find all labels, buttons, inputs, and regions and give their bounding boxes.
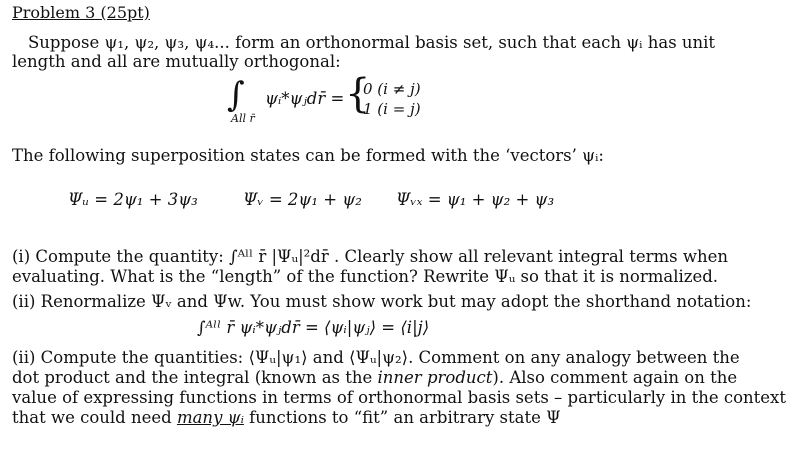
part-i-line-2: evaluating. What is the “length” of the function? Rewrite Ψᵤ so that it is normalized. [12,267,719,286]
integrand: ψᵢ*ψⱼdr̄ = [265,89,345,108]
many-psi-term: many ψᵢ [176,408,244,427]
state-u: Ψᵤ = 2ψ₁ + 3ψ₃ [68,190,198,209]
state-v: Ψᵥ = 2ψ₁ + ψ₂ [243,190,362,209]
case-not-equal: 0 (i ≠ j) [363,80,421,98]
integral-limit: All r̄ [231,112,255,125]
state-w: Ψᵥₓ = ψ₁ + ψ₂ + ψ₃ [396,190,555,209]
orthonormal-integral [227,71,447,128]
superposition-text: The following superposition states can be formed with the ‘vectors’ ψᵢ: [12,146,604,165]
part-iii-line-4-a: that we could need [12,408,177,427]
part-iii-line-3: value of expressing functions in terms of orthonormal basis sets – particularly in the context [12,388,786,407]
integral-symbol: ∫ [227,75,245,115]
part-ii-line-1: (ii) Renormalize Ψᵥ and Ψw. You must show work but may adopt the shorthand notation: [12,292,752,311]
part-iii-line-2-b: ). Also comment again on the [492,368,738,387]
part-iii-line-2-a: dot product and the integral (known as the [12,368,378,387]
inner-product-term: inner product [377,368,493,387]
part-iii-line-4-b: functions to “fit” an arbitrary state Ψ [243,408,561,427]
case-equal: 1 (i = j) [363,100,421,118]
part-iii-line-2 [12,368,737,388]
part-i-line-1: (i) Compute the quantity: ∫ᴬˡˡ r̄ |Ψᵤ|²dr̄ . Clearly show all relevant integral terms when [12,247,728,266]
part-iii-line-4 [12,408,561,428]
intro-line-2: length and all are mutually orthogonal: [12,52,341,71]
part-iii-line-1: (ii) Compute the quantities: ⟨Ψᵤ|ψ₁⟩ and ⟨Ψᵤ|ψ₂⟩. Comment on any analogy between the [12,348,740,367]
intro-line-1: Suppose ψ₁, ψ₂, ψ₃, ψ₄... form an orthonormal basis set, such that each ψᵢ has unit [28,33,716,52]
shorthand-notation: ∫ᴬˡˡ r̄ ψᵢ*ψⱼdr̄ = ⟨ψᵢ|ψⱼ⟩ = ⟨i|j⟩ [197,318,430,337]
problem-title: Problem 3 (25pt) [12,3,150,22]
case-brace: { [345,71,371,117]
